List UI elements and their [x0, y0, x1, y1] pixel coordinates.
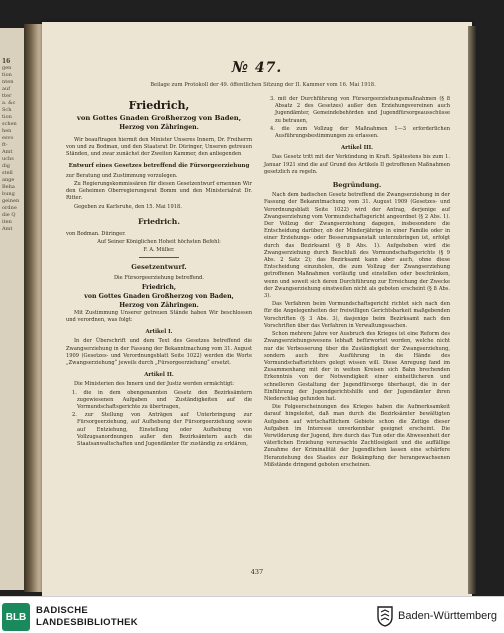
sovereign-title-line3: Herzog von Zähringen.: [119, 124, 199, 131]
previous-page-text-fragment: die Q: [2, 212, 16, 218]
previous-page-text-fragment: tion: [2, 72, 12, 78]
dateline: Gegeben zu Karlsruhe, den 15. Mai 1918.: [74, 203, 182, 210]
begruendung-paragraph: Nach dem badischen Gesetz betreffend die Zwangserziehung in der Fassung der Bekanntmachung vom 31. August 1909 (Gesetzes- und Verordnungsblatt Seite 1022) wird der Antrag, derjenige auf Zwangserziehung vom Vormundschaftsgericht angeordnet (§ 2 Abs. 1). Der Vollzug der Zwangserziehung dagegen, insbesondere die Entscheidung darüber, ob der Minderjährige in einer Familie oder in einer Erziehungs- oder Besserungsanstalt unterzubringen ist, erfolgt durch das Bezirksamt (§ 8 Abs. 1). Aufgehoben wird die Zwangserziehung durch Beschluß des Vormundschaftsgerichts (§ 9 Abs. 2 Satz 2); das Bezirksamt kann aber auch, ohne diese Entscheidung einzuholen, die zum Vollzug der Zwangserziehung getroffenen Maßnahmen vorläufig und einstellen oder beschränken, wenn und soweit sich deren Durchführung zur Erreichung der Zwecke der Zwangserziehung einstweilen nicht als geboten erscheint (§ 8 Abs. 3).: [264, 192, 450, 300]
previous-page-text-fragment: ordne: [2, 205, 17, 211]
library-name-line1: BADISCHE: [36, 605, 89, 616]
sovereign-title-2-line3: Herzog von Zähringen.: [119, 301, 199, 309]
sovereign-title-line2: von Gottes Gnaden Großherzog von Baden,: [76, 114, 242, 122]
library-name-line2: LANDESBIBLIOTHEK: [36, 617, 138, 628]
countersignature-order: Auf Seiner Königlichen Hoheit höchsten Befehl:: [97, 239, 221, 246]
baden-wuerttemberg-coat-of-arms-icon[interactable]: [376, 605, 394, 627]
blb-logo-icon[interactable]: BLB: [2, 603, 30, 631]
previous-page-text-fragment: ange: [2, 177, 15, 183]
previous-page-text-fragment: ft-: [2, 142, 8, 148]
previous-page-text-fragment: Beha: [2, 184, 15, 190]
previous-page-text-fragment: a. &c: [2, 100, 16, 106]
previous-page-text-fragment: Amt: [2, 226, 13, 232]
library-name[interactable]: [36, 605, 138, 629]
previous-page-text-fragment: auf: [2, 86, 11, 92]
previous-page-text-fragment: Sch: [2, 107, 12, 113]
begruendung-paragraph: Das Verfahren beim Vormundschaftsgericht richtet sich nach den für die Angelegenheiten der freiwilligen Gerichtsbarkeit maßgebenden Vorschriften (§ 3 Abs. 3), dasjenige beim Bezirksamt nach den Vorschriften über das Verfahren in Verwaltungssachen.: [264, 301, 450, 329]
intro-paragraph: Wir beauftragen hiermit den Minister Unseres Innern, Dr. Freiherrn von und zu Bodman, und den Staatsrat Dr. Düringer, Unseren getreuen Ständen, und zwar zunächst der Zweiten Kammer, den anliegenden: [66, 137, 252, 158]
previous-page-text-fragment: geinen: [2, 198, 20, 204]
previous-page-text-fragment: stell: [2, 170, 13, 176]
previous-page-text-fragment: esvo: [2, 135, 14, 141]
article-3-heading: Artikel III.: [340, 145, 374, 152]
page-number: 437: [250, 568, 264, 576]
previous-page-text-fragment: dig: [2, 163, 11, 169]
previous-page-text-fragment: schen: [2, 121, 17, 127]
article-3-text: Das Gesetz tritt mit der Verkündung in Kraft. Spätestens bis zum 1. Januar 1921 sind die auf Grund des Artikels II getroffenen Maßnahmen gesetzlich zu regeln.: [264, 154, 450, 175]
article-2-list-continued: [264, 96, 450, 140]
previous-page-text-fragment: uchs: [2, 156, 14, 162]
previous-page-text-fragment: gen: [2, 65, 12, 71]
scanned-page: [42, 22, 472, 596]
previous-page-text-fragment: tion: [2, 114, 12, 120]
previous-page-text-fragment: Amt: [2, 149, 13, 155]
enacting-clause: Mit Zustimmung Unserer getreuen Stände haben Wir beschlossen und verordnen, was folgt:: [66, 309, 252, 324]
gesetzentwurf-heading: Gesetzentwurf.: [131, 263, 187, 272]
previous-page-fragment: [0, 28, 24, 590]
protocol-subtitle: Beilage zum Protokoll der 49. öffentlichen Sitzung der II. Kammer vom 16. Mai 1918.: [150, 82, 376, 88]
state-name[interactable]: Baden-Württemberg: [398, 610, 498, 622]
left-column: [66, 96, 252, 449]
list-item: 3. mit der Durchführung von Fürsorgeerziehungsmaßnahmen (§ 8 Absatz 2 des Gesetzes) außer den Erziehungsvereinen auch Jugendämter, Gemeindebehörden und Jugendfürsorgeausschüsse zu betrauen,: [270, 96, 450, 124]
previous-page-text-fragment: 16: [2, 58, 11, 65]
previous-page-text-fragment: iten: [2, 219, 12, 225]
divider: [139, 257, 179, 258]
begruendung-heading: Begründung.: [332, 181, 382, 190]
article-2-heading: Artikel II.: [144, 372, 174, 379]
page-edge-shadow: [468, 26, 476, 594]
previous-page-text-fragment: tter: [2, 93, 12, 99]
footer-bar: [0, 596, 504, 633]
previous-page-text-fragment: nten: [2, 79, 14, 85]
article-2-text: Die Ministerien des Innern und der Justiz werden ermächtigt:: [74, 381, 235, 388]
issue-number: № 47.: [231, 58, 283, 76]
draft-title: Entwurf eines Gesetzes betreffend die Fürsorgeerziehung: [68, 162, 250, 169]
sovereign-title-2: Friedrich,: [141, 283, 177, 291]
article-1-text: In der Überschrift und dem Text des Gesetzes betreffend die Zwangserziehung in der Fassung der Bekanntmachung vom 31. August 1909 (Gesetzes- und Verordnungsblatt Seite 1022) werden die Worte „Zwangserziehung“ jeweils durch „Fürsorgeerziehung“ ersetzt.: [66, 338, 252, 367]
begruendung-paragraph: Die Folgeerscheinungen des Krieges haben die Aufmerksamkeit darauf hingeleitet, daß man durch die Bezirksämter bewältigten Aufgaben auf wirtschaftlichem Gebiete schon die Zeitige dieser Aufgaben im Interesse unverkennbar geeignet erscheint. Die Verwilderung der Jugend, ihre durch das Tun oder die Abwesenheit der väterlichen Erziehung verursachte Zuchtlosigkeit und die auffällige Zunahme der Kriminalität der Jugendlichen lassen eine schärfere Heranziehung des Staates zur Bekämpfung der herangewachsenen Mißstände dringend geboten erscheinen.: [264, 404, 450, 468]
book-gutter: [24, 24, 44, 592]
list-item: 2. zur Stellung von Anträgen auf Unterbringung zur Fürsorgeerziehung, auf Aufhebung der Fürsorgeerziehung sowie auf Entziehung, Einstellung oder Aufhebung von Vollzugsanordnungen außer den Bezirksämtern auch die Staatsanwaltschaften und Jugendämter für zuständig zu erklären,: [72, 412, 252, 448]
article-2-list: [66, 390, 252, 449]
list-item: 4. die zum Vollzug der Maßnahmen 1—3 erforderlichen Ausführungsbestimmungen zu erlassen.: [270, 125, 450, 140]
gesetzentwurf-subheading: Die Fürsorgeerziehung betreffend.: [113, 274, 205, 281]
article-1-heading: Artikel I.: [145, 329, 173, 336]
sovereign-title-2-line2: von Gottes Gnaden Großherzog von Baden,: [84, 292, 234, 300]
countersignature: von Bodman. Düringer.: [66, 230, 126, 237]
previous-page-text-fragment: hen: [2, 128, 12, 134]
previous-page-text-fragment: bung: [2, 191, 15, 197]
countersignature-name: F. A. Müller.: [143, 247, 175, 254]
list-item: 1. die in dem obengenannten Gesetz den Bezirksämtern zugewiesenen Aufgaben und Zuständigkeiten auf die Vormundschaftsgerichte zu übertragen,: [72, 389, 252, 411]
begruendung-paragraph: Schon mehrere Jahre vor Ausbruch des Krieges ist eine Reform des Zwangserziehungswesens lebhaft befürwortet worden, welche nicht nur die Verbesserung über die Zuständigkeit der Zwangserziehung, sondern auch ihre Ausführung in die Hände des Vormundschaftsrichters gelegt wissen will. Diese Anregung fand im Zusammenhang mit der in weiten Kreisen sich Bahn brechenden Erkenntnis von der Notwendigkeit einer einheitlicheren und schnelleren Gestaltung der Jugendfürsorge überhaupt, die in der Einführung der Jugendgerichtshilfe und der Jugendämter ihren Niederschlag gefunden hat.: [264, 331, 450, 402]
right-column: [264, 96, 450, 470]
sovereign-title: Friedrich,: [128, 99, 190, 112]
signature: Friedrich.: [138, 216, 180, 226]
paragraph: Zu Regierungskommissären für diesen Gesetzentwurf ernennen Wir den Geheimen Oberregierungsrat Bomm und den Ministerialrat Dr. Ritter.: [66, 181, 252, 202]
paragraph: zur Beratung und Zustimmung vorzulegen.: [66, 172, 178, 179]
